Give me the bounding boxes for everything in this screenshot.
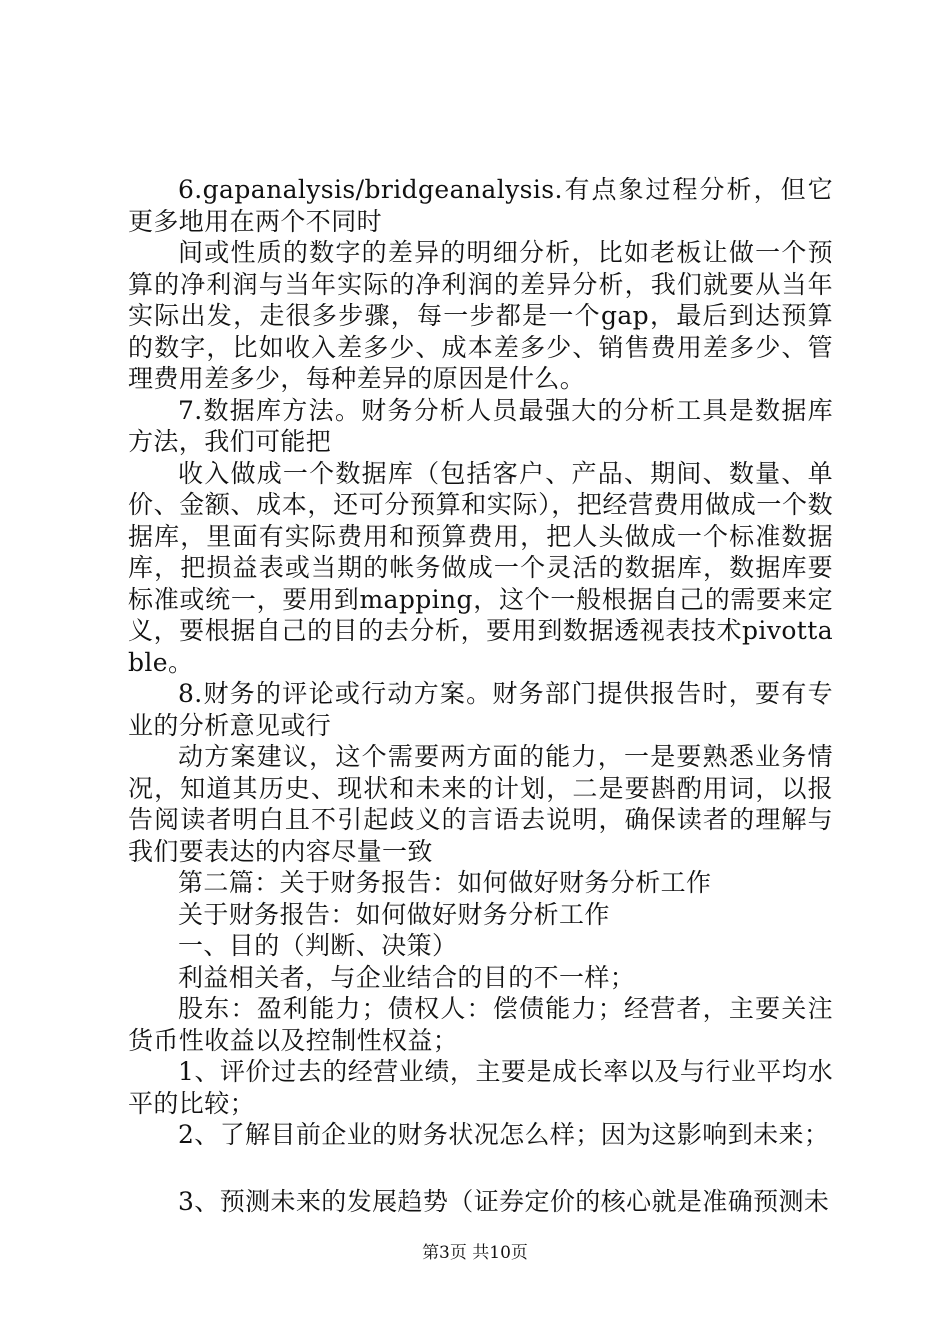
paragraph: 8.财务的评论或行动方案。财务部门提供报告时，要有专业的分析意见或行 — [128, 679, 833, 740]
paragraph: 7.数据库方法。财务分析人员最强大的分析工具是数据库方法，我们可能把 — [128, 395, 833, 456]
page-number-footer: 第3页 共10页 — [422, 1243, 528, 1263]
section-heading: 第二篇：关于财务报告：如何做好财务分析工作 — [178, 868, 712, 897]
paragraph: 2、了解目前企业的财务状况怎么样；因为这影响到未来； — [178, 1120, 830, 1149]
paragraph: 3、预测未来的发展趋势（证券定价的核心就是准确预测未 — [178, 1186, 830, 1216]
paragraph: 间或性质的数字的差异的明细分析，比如老板让做一个预算的净利润与当年实际的净利润的差异分析，我们就要从当年实际出发，走很多步骤，每一步都是一个gap，最后到达预算的数字，比如收入差多少、成本差多少、销售费用差多少、管理费用差多少，每种差异的原因是什么。 — [128, 238, 833, 393]
paragraph: 股东：盈利能力；债权人：偿债能力；经营者，主要关注货币性收益以及控制性权益； — [128, 994, 833, 1055]
section-subheading: 关于财务报告：如何做好财务分析工作 — [178, 899, 610, 929]
paragraph: 动方案建议，这个需要两方面的能力，一是要熟悉业务情况，知道其历史、现状和未来的计划，二是要斟酌用词，以报告阅读者明白且不引起歧义的言语去说明，确保读者的理解与我们要表达的内容尽量一致 — [128, 742, 833, 866]
paragraph: 收入做成一个数据库（包括客户、产品、期间、数量、单价、金额、成本，还可分预算和实际），把经营费用做成一个数据库，里面有实际费用和预算费用，把人头做成一个标准数据库，把损益表或当期的帐务做成一个灵活的数据库，数据库要标准或统一，要用到mapping，这个一般根据自己的需要来定义，要根据自己的目的去分析，要用到数据透视表技术pivottable。 — [128, 458, 833, 677]
blank-line — [128, 1151, 833, 1186]
paragraph: 6.gapanalysis/bridgeanalysis.有点象过程分析，但它更多地用在两个不同时 — [128, 175, 833, 236]
paragraph: 1、评价过去的经营业绩，主要是成长率以及与行业平均水平的比较； — [128, 1057, 833, 1118]
paragraph: 利益相关者，与企业结合的目的不一样； — [178, 962, 636, 992]
paragraph: 一、目的（判断、决策） — [178, 931, 458, 960]
document-body — [128, 174, 833, 1217]
